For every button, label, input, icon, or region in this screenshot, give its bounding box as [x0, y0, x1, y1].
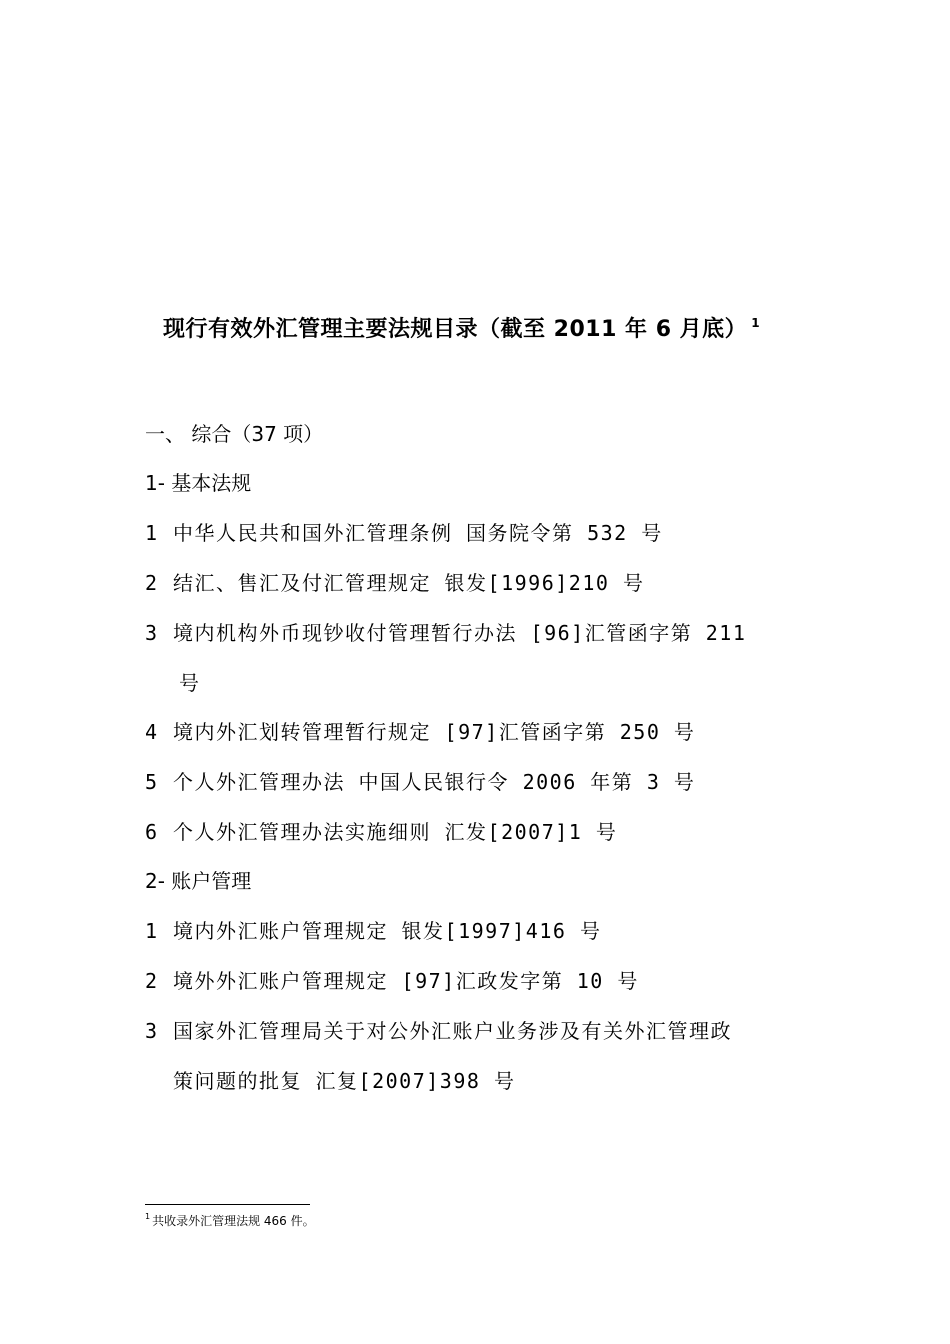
item-text: 国家外汇管理局关于对公外汇账户业务涉及有关外汇管理政 — [173, 1019, 732, 1043]
list-item — [145, 617, 746, 646]
footnote-reference: 1 — [751, 316, 761, 330]
footnote — [145, 1212, 315, 1229]
item-text: 中华人民共和国外汇管理条例 国务院令第 532 号 — [173, 521, 663, 545]
item-text: 个人外汇管理办法实施细则 汇发[2007]1 号 — [173, 820, 618, 844]
item-text: 境外外汇账户管理规定 [97]汇政发字第 10 号 — [173, 969, 639, 993]
list-item — [145, 517, 663, 546]
list-item — [145, 567, 644, 596]
list-item — [145, 766, 695, 795]
list-item — [145, 716, 695, 745]
item-number: 2 — [145, 571, 159, 595]
item-text-continuation: 策问题的批复 汇复[2007]398 号 — [173, 1069, 516, 1093]
list-item — [145, 816, 617, 845]
list-item — [145, 1015, 732, 1044]
subsection-heading-basic-regulations: 1- 基本法规 — [145, 471, 252, 495]
item-text: 境内外汇划转管理暂行规定 [97]汇管函字第 250 号 — [173, 720, 696, 744]
footnote-marker: 1 — [145, 1212, 151, 1221]
item-text-continuation: 号 — [179, 671, 201, 695]
list-item — [145, 965, 639, 994]
subsection-heading-account-management: 2- 账户管理 — [145, 869, 252, 893]
item-number: 6 — [145, 820, 159, 844]
item-text: 结汇、售汇及付汇管理规定 银发[1996]210 号 — [173, 571, 645, 595]
item-number: 4 — [145, 720, 159, 744]
footnote-text: 共收录外汇管理法规 466 件。 — [152, 1214, 315, 1228]
item-number: 3 — [145, 621, 159, 645]
item-number: 1 — [145, 521, 159, 545]
item-text: 境内机构外币现钞收付管理暂行办法 [96]汇管函字第 211 — [173, 621, 747, 645]
item-text: 个人外汇管理办法 中国人民银行令 2006 年第 3 号 — [173, 770, 696, 794]
footnote-separator — [145, 1204, 310, 1205]
document-title-text: 现行有效外汇管理主要法规目录（截至 2011 年 6 月底） — [163, 317, 748, 342]
item-number: 2 — [145, 969, 159, 993]
item-number: 1 — [145, 919, 159, 943]
item-number: 5 — [145, 770, 159, 794]
section-heading-general: 一、 综合（37 项） — [145, 422, 324, 446]
item-text: 境内外汇账户管理规定 银发[1997]416 号 — [173, 919, 602, 943]
list-item — [145, 915, 601, 944]
item-number: 3 — [145, 1019, 159, 1043]
document-title — [163, 312, 760, 343]
